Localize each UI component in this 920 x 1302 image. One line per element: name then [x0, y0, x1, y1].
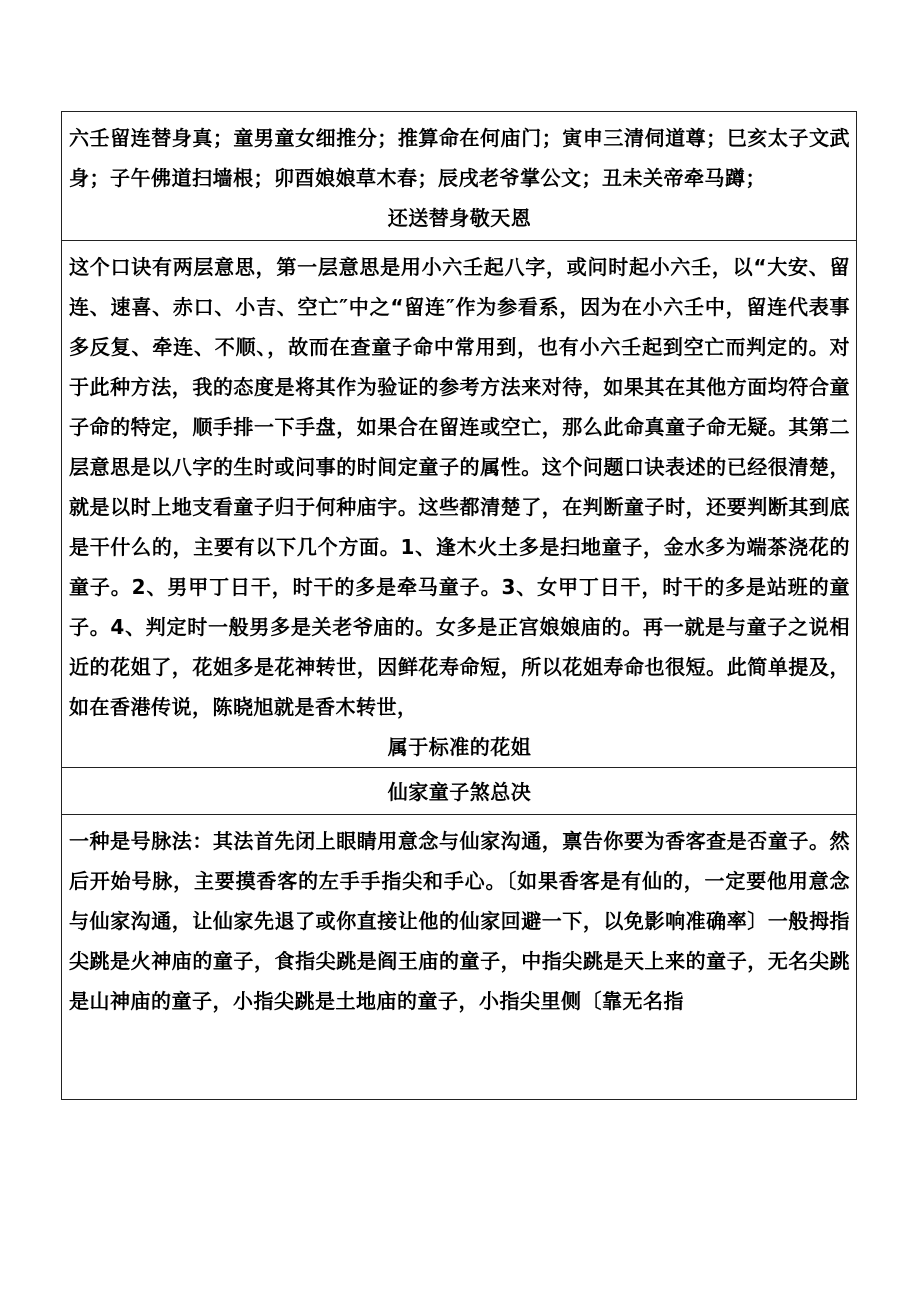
method-cell	[62, 815, 856, 1099]
explanation-text: 这个口诀有两层意思，第一层意思是用小六壬起八字，或问时起小六壬，以“大安、留连、速喜、赤口、小吉、空亡″中之“留连″作为参看系，因为在小六壬中，留连代表事多反复、牵连、不顺、，故而在查童子命中常用到，也有小六壬起到空亡而判定的。对于此种方法，我的态度是将其作为验证的参考方法来对待，如果其在其他方面均符合童子命的特定，顺手排一下手盘，如果合在留连或空亡，那么此命真童子命无疑。其第二层意思是以八字的生时或问事的时间定童子的属性。这个问题口诀表述的已经很清楚，就是以时上地支看童子归于何种庙宇。这些都清楚了，在判断童子时，还要判断其到底是干什么的，主要有以下几个方面。1、逢木火土多是扫地童子，金水多为端茶浇花的童子。2、男甲丁日干，时干的多是牵马童子。3、女甲丁日干，时干的多是站班的童子。4、判定时一般男多是关老爷庙的。女多是正宫娘娘庙的。再一就是与童子之说相近的花姐了，花姐多是花神转世，因鲜花寿命短，所以花姐寿命也很短。此简单提及，如在香港传说，陈晓旭就是香木转世，	[69, 255, 850, 719]
verse-text: 六壬留连替身真；童男童女细推分；推算命在何庙门；寅申三清伺道尊；巳亥太子文武身；子午佛道扫墙根；卯酉娘娘草木春；辰戌老爷掌公文；丑未关帝牵马蹲；	[69, 126, 850, 190]
document-table	[61, 111, 857, 1100]
explanation-cell	[62, 241, 856, 768]
verse-last-line: 还送替身敬天恩	[387, 206, 532, 230]
section-title: 仙家童子煞总决	[387, 780, 532, 804]
verse-cell	[62, 112, 856, 241]
method-text: 一种是号脉法：其法首先闭上眼睛用意念与仙家沟通，禀告你要为香客查是否童子。然后开始号脉，主要摸香客的左手手指尖和手心。〔如果香客是有仙的，一定要他用意念与仙家沟通，让仙家先退了或你直接让他的仙家回避一下，以免影响准确率〕一般拇指尖跳是火神庙的童子，食指尖跳是阎王庙的童子，中指尖跳是天上来的童子，无名尖跳是山神庙的童子，小指尖跳是土地庙的童子，小指尖里侧〔靠无名指	[69, 829, 850, 1013]
explanation-last-line: 属于标准的花姐	[387, 735, 532, 759]
section-title-cell	[62, 768, 856, 815]
